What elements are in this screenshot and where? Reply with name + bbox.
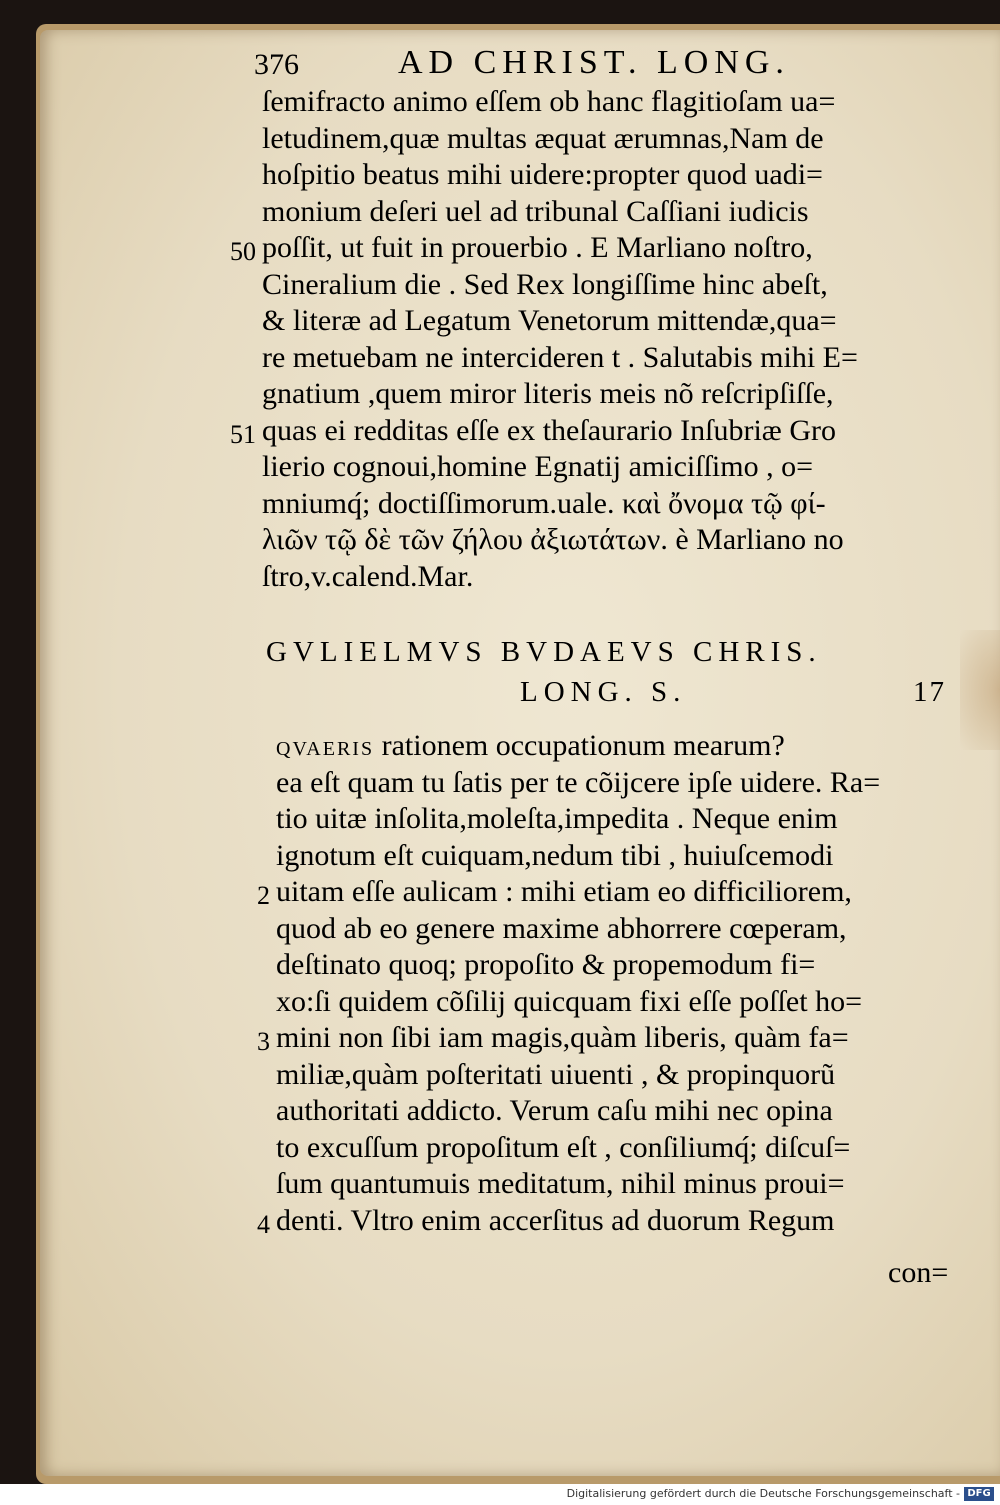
text-line bbox=[230, 413, 962, 450]
text-line bbox=[262, 267, 962, 304]
text-line bbox=[276, 838, 966, 875]
line-text: hoſpitio beatus mihi uidere:propter quod uadi= bbox=[262, 158, 823, 191]
text-line bbox=[262, 84, 962, 121]
line-text: authoritati addicto. Verum caſu mihi nec opina bbox=[276, 1094, 833, 1127]
line-text: ſtro,v.calend.Mar. bbox=[262, 559, 474, 593]
line-text: miliæ,quàm poſteritati uiuenti , & propinquorũ bbox=[276, 1057, 836, 1091]
line-text: mniumq́; doctiſſimorum.uale. καὶ ὄνομα τῷ φί- bbox=[262, 486, 826, 520]
text-line bbox=[276, 911, 966, 948]
page-number: 376 bbox=[254, 48, 299, 81]
text-line bbox=[257, 1020, 966, 1057]
marginal-number: 51 bbox=[230, 419, 256, 449]
opening-smallcaps: QVAERIS bbox=[276, 738, 375, 760]
letter-number: 17 bbox=[913, 676, 946, 708]
line-text: denti. Vltro enim accerſitus ad duorum Regum bbox=[276, 1203, 835, 1237]
marginal-number: 3 bbox=[257, 1027, 270, 1056]
text-line bbox=[262, 376, 962, 413]
line-text: lierio cognoui,homine Egnatij amiciſſimo , o= bbox=[262, 450, 813, 483]
text-line bbox=[276, 801, 966, 838]
heading-line-2 bbox=[266, 676, 956, 716]
line-text: tio uitæ inſolita,moleſta,impedita . Neque enim bbox=[276, 802, 838, 835]
text-line bbox=[262, 449, 962, 486]
line-text: & literæ ad Legatum Venetorum mittendæ,qua= bbox=[262, 304, 837, 337]
text-line bbox=[276, 947, 966, 984]
text-line bbox=[257, 874, 966, 911]
line-text: monium deſeri uel ad tribunal Caſſiani iudicis bbox=[262, 194, 809, 228]
text-line bbox=[262, 194, 962, 231]
line-text: mini non ſibi iam magis,quàm liberis, quàm fa= bbox=[276, 1021, 849, 1054]
marginal-number: 50 bbox=[230, 237, 256, 266]
line-text: ſemifracto animo eſſem ob hanc flagitioſam ua= bbox=[262, 85, 836, 118]
text-line bbox=[276, 1057, 966, 1094]
text-line bbox=[276, 1130, 966, 1167]
marginal-number: 4 bbox=[257, 1209, 270, 1239]
line-text: xo:ſi quidem cõſilij quicquam fixi eſſe poſſet ho= bbox=[276, 984, 862, 1018]
text-line bbox=[262, 157, 962, 194]
text-line bbox=[262, 340, 962, 377]
heading-recipient: LONG. S. bbox=[520, 676, 687, 708]
text-line bbox=[257, 1203, 966, 1240]
line-text: ea eſt quam tu ſatis per te cõijcere ipſe uidere. Ra= bbox=[276, 765, 881, 799]
line-text: Cineralium die . Sed Rex longiſſime hinc abeſt, bbox=[262, 267, 828, 301]
dfg-logo: DFG bbox=[964, 1487, 994, 1501]
text-line bbox=[276, 765, 966, 802]
text-line bbox=[276, 1166, 966, 1203]
text-line bbox=[262, 522, 962, 559]
line-text: λιῶν τῷ δὲ τῶν ζήλου ἀξιωτάτων. è Marliano no bbox=[262, 523, 844, 556]
line-text: ſum quantumuis meditatum, nihil minus proui= bbox=[276, 1167, 845, 1200]
line-text: ignotum eſt cuiquam,nedum tibi , huiuſcemodi bbox=[276, 838, 834, 872]
line-text: gnatium ,quem miror literis meis nõ reſcripſiſſe, bbox=[262, 377, 834, 410]
footer-credit: Digitalisierung gefördert durch die Deutsche Forschungsgemeinschaft - bbox=[566, 1487, 960, 1500]
text-line bbox=[230, 230, 962, 267]
text-line bbox=[276, 984, 966, 1021]
catchword: con= bbox=[888, 1256, 949, 1289]
line-text: quod ab eo genere maxime abhorrere cœperam, bbox=[276, 911, 847, 945]
letter-two-text bbox=[257, 728, 966, 1239]
text-line bbox=[276, 1093, 966, 1130]
paper-stain bbox=[960, 630, 1000, 750]
marginal-number: 2 bbox=[257, 881, 270, 910]
line-text: to excuſſum propoſitum eſt , conſiliumq́; diſcuſ= bbox=[276, 1130, 851, 1164]
opening-line bbox=[276, 728, 966, 765]
letter-two-heading bbox=[266, 636, 956, 716]
letter-one-text bbox=[230, 84, 962, 595]
line-text: re metuebam ne intercideren t . Salutabis mihi E= bbox=[262, 340, 858, 374]
line-text: quas ei redditas eſſe ex theſaurario Inſubriæ Gro bbox=[262, 413, 836, 447]
line-text: letudinem,quæ multas æquat ærumnas,Nam de bbox=[262, 121, 824, 155]
text-line bbox=[262, 559, 962, 596]
text-line bbox=[262, 121, 962, 158]
line-text: poſſit, ut fuit in prouerbio . E Marliano noſtro, bbox=[262, 231, 813, 264]
text-line bbox=[262, 486, 962, 523]
heading-line-1: GVLIELMVS BVDAEVS CHRIS. bbox=[266, 636, 822, 668]
opening-rest: rationem occupationum mearum? bbox=[374, 729, 785, 762]
text-line bbox=[262, 303, 962, 340]
line-text: deſtinato quoq; propoſito & propemodum fi= bbox=[276, 948, 816, 981]
digitization-footer bbox=[0, 1484, 1000, 1505]
line-text: uitam eſſe aulicam : mihi etiam eo difficiliorem, bbox=[276, 875, 852, 908]
running-title: AD CHRIST. LONG. bbox=[398, 44, 790, 81]
